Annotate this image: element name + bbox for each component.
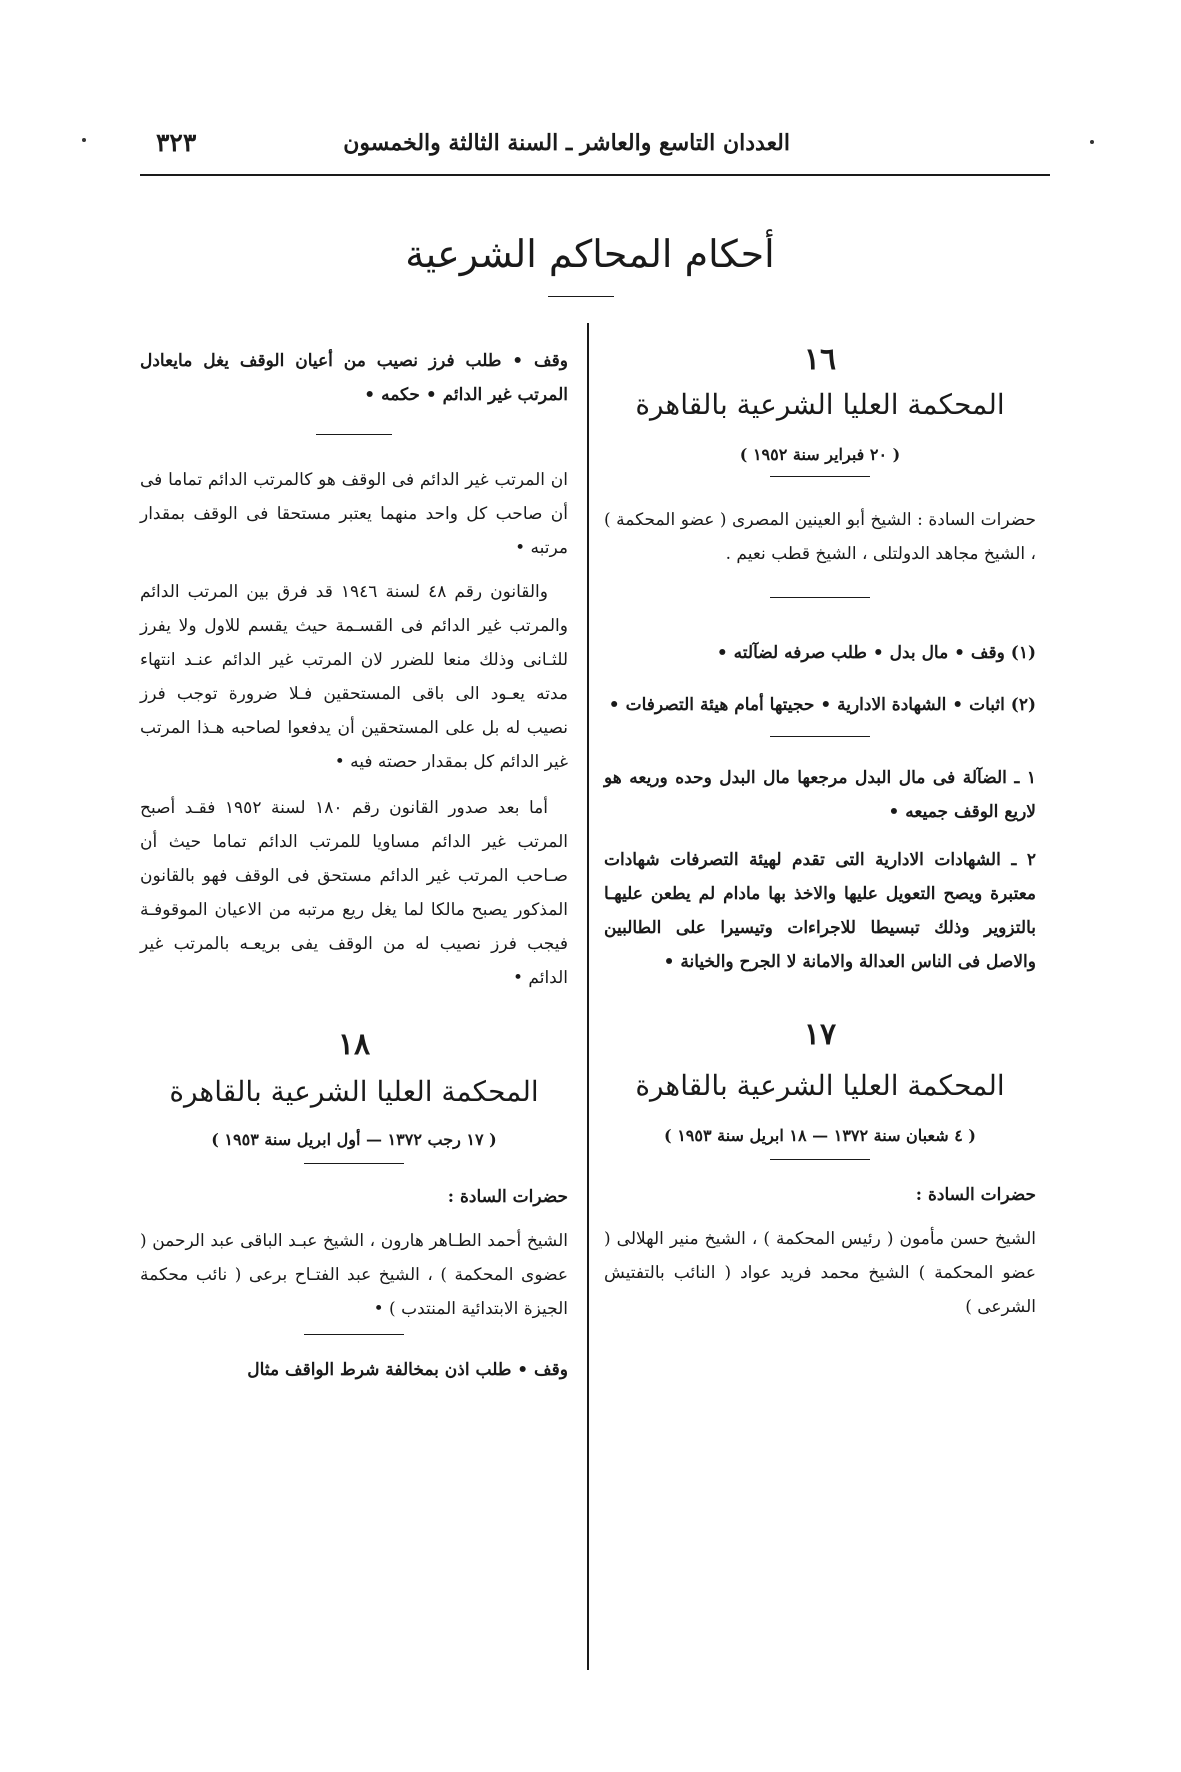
judges-list: حضرات السادة : الشيخ أبو العينين المصرى ( عضو المحكمة ) ، الشيخ مجاهد الدولتلى ، الشيخ قطب نعيم .: [604, 510, 1036, 564]
judges-label: حضرات السادة :: [447, 1187, 568, 1207]
court-name: المحكمة العليا الشرعية بالقاهرة: [635, 1069, 1005, 1102]
judges-label: حضرات السادة :: [915, 1185, 1036, 1205]
case-number: ١٨: [337, 1027, 371, 1062]
case-date: ( ٤ شعبان سنة ١٣٧٢ — ١٨ ابريل سنة ١٩٥٣ ): [664, 1126, 976, 1145]
court-name: المحكمة العليا الشرعية بالقاهرة: [169, 1075, 539, 1108]
legal-principle: ان المرتب غير الدائم فى الوقف هو كالمرتب الدائم تماما فى أن صاحب كل واحد منهما يعتبر مستحقا فى الوقف بمقدار مرتبه •: [140, 470, 568, 558]
case-number: ١٦: [803, 342, 837, 377]
case-date: ( ٢٠ فبراير سنة ١٩٥٢ ): [739, 445, 901, 464]
short-rule: [770, 1159, 870, 1160]
legal-principle: ٢ ـ الشهادات الادارية التى تقدم لهيئة التصرفات شهادات معتبرة ويصح التعويل عليها والاخذ بها مادام لم يطعن عليهـا بالتزوير وذلك تبسيطا للاجراءات وتيسيرا على الطالبين والاصل فى الناس العدالة والامانة لا الجرح والخيانة •: [604, 850, 1036, 972]
page-number: ٣٢٣: [156, 128, 197, 157]
case-subject: وقف • طلب اذن بمخالفة شرط الواقف مثال: [247, 1360, 568, 1380]
court-name: المحكمة العليا الشرعية بالقاهرة: [635, 388, 1005, 421]
short-rule: [304, 1163, 404, 1164]
short-rule: [770, 597, 870, 598]
running-title: العددان التاسع والعاشر ـ السنة الثالثة والخمسون: [343, 130, 790, 156]
short-rule: [770, 736, 870, 737]
section-title: أحكام المحاكم الشرعية: [405, 232, 775, 276]
legal-principle: ١ ـ الضآلة فى مال البدل مرجعها مال البدل وحده وريعه هو لاريع الوقف جميعه •: [604, 768, 1036, 822]
legal-principle: أما بعد صدور القانون رقم ١٨٠ لسنة ١٩٥٢ فقـد أصبح المرتب غير الدائم مساويا للمرتب الدائم تماما حيث أن صـاحب المرتب غير الدائم مستحق فى الوقف فهو بالقانون المذكور يصبح مالكا لما يغل ريع مرتبه من الاعيان الموقوفـة فيجب فرز نصيب له من الوقف يفى بريعـه بالمرتب غير الدائم •: [140, 798, 568, 988]
case-18: [140, 1025, 568, 1387]
right-column: [604, 340, 1036, 1324]
ink-speck: [1090, 140, 1094, 144]
judges-list: الشيخ حسن مأمون ( رئيس المحكمة ) ، الشيخ منير الهلالى ( عضو المحكمة ) الشيخ محمد فريد عواد ( النائب بالتفتيش الشرعى ): [604, 1229, 1036, 1317]
left-column: [140, 344, 568, 1387]
case-date: ( ١٧ رجب ١٣٧٢ — أول ابريل سنة ١٩٥٣ ): [211, 1130, 497, 1149]
case-subject: وقف • طلب فرز نصيب من أعيان الوقف يغل مايعادل المرتب غير الدائم • حكمه •: [140, 351, 568, 405]
header-rule: [140, 174, 1050, 176]
case-subject: (١) وقف • مال بدل • طلب صرفه لضآلته •: [716, 643, 1036, 663]
case-16: [604, 340, 1036, 979]
legal-principle: والقانون رقم ٤٨ لسنة ١٩٤٦ قد فرق بين المرتب الدائم والمرتب غير الدائم فى القسـمة حيث يقسم للاول ولا يفرز للثـانى وذلك منعا للضرر لان المرتب غير الدائم عنـد انتهاء مدته يعـود الى باقى المستحقين فـلا ضرورة توجب فرز نصيب له بل على المستحقين أن يدفعوا لصاحبه هـذا المرتب غير الدائم كل بمقدار حصته فيه •: [140, 582, 568, 772]
case-subject: (٢) اثبات • الشهادة الادارية • حجيتها أمام هيئة التصرفات •: [608, 695, 1036, 715]
section-rule: [548, 296, 614, 297]
short-rule: [304, 1334, 404, 1335]
short-rule: [770, 476, 870, 477]
case-17: [604, 1015, 1036, 1324]
ink-speck: [82, 138, 86, 142]
judges-list: الشيخ أحمد الطـاهر هارون ، الشيخ عبـد الباقى عبد الرحمن ( عضوى المحكمة ) ، الشيخ عبد الفتـاح برعى ( نائب محكمة الجيزة الابتدائية المنتدب ) •: [140, 1231, 568, 1319]
short-rule: [316, 434, 392, 435]
column-divider: [587, 323, 589, 1670]
case-number: ١٧: [803, 1017, 837, 1052]
running-header: [140, 128, 1040, 172]
